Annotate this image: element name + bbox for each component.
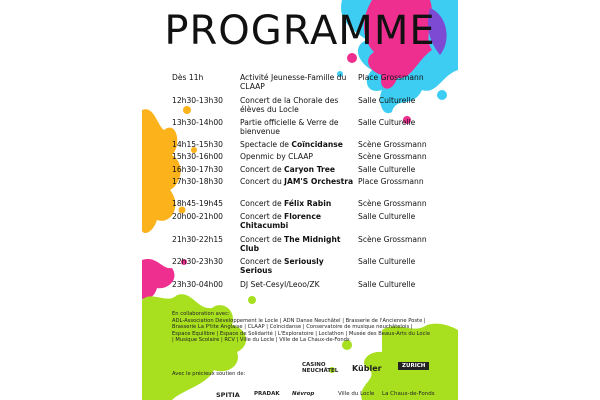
- page-title: PROGRAMME: [164, 8, 436, 54]
- schedule-venue: Salle Culturelle: [358, 96, 416, 105]
- performer-name: The Midnight Club: [240, 235, 341, 253]
- event-text: DJ Set-Cesyl/Leoo/ZK: [240, 280, 320, 289]
- collaboration-section: [172, 311, 432, 344]
- event-text: Concert de: [240, 165, 285, 174]
- schedule-venue: Salle Culturelle: [358, 118, 416, 127]
- logo-ville-du-locle: Ville du Locle: [338, 391, 375, 397]
- logo-spitia: SPITIA: [216, 391, 240, 399]
- schedule-venue: Scène Grossmann: [358, 235, 427, 244]
- schedule-time: 12h30-13h30: [172, 96, 224, 105]
- support-heading: Avec le précieux soutien de:: [172, 371, 246, 377]
- event-text: Openmic by CLAAP: [240, 152, 313, 161]
- schedule-time: 17h30-18h30: [172, 177, 224, 186]
- schedule-venue: Salle Culturelle: [358, 165, 416, 174]
- event-text: Concert de: [240, 212, 285, 221]
- event-text: Spectacle de: [240, 140, 292, 149]
- schedule-event: [240, 235, 358, 253]
- schedule-venue: Salle Culturelle: [358, 212, 416, 221]
- logo-kubler: Kübler: [352, 364, 382, 373]
- event-text: Concert de: [240, 235, 285, 244]
- schedule-event: [240, 199, 358, 208]
- schedule-event: [240, 177, 358, 186]
- event-text: Concert de la Chorale des élèves du Locle: [240, 96, 339, 114]
- logo-casino: CASINO NEUCHÂTEL: [302, 362, 339, 374]
- schedule-time: 14h15-15h30: [172, 140, 224, 149]
- schedule-venue: Place Grossmann: [358, 73, 424, 82]
- schedule-time: Dès 11h: [172, 73, 204, 82]
- schedule-time: 22h30-23h30: [172, 257, 224, 266]
- logo-nevrop: Névrop: [292, 391, 315, 397]
- collab-heading: En collaboration avec:: [172, 311, 230, 317]
- schedule-time: 18h45-19h45: [172, 199, 224, 208]
- schedule-venue: Salle Culturelle: [358, 280, 416, 289]
- logo-zurich: ZURICH: [398, 362, 429, 370]
- schedule-venue: Scène Grossmann: [358, 199, 427, 208]
- performer-name: JAM'S Orchestra: [284, 177, 354, 186]
- schedule-time: 23h30-04h00: [172, 280, 224, 289]
- schedule-time: 15h30-16h00: [172, 152, 224, 161]
- logo-la-chaux-de-fonds: La Chaux-de-Fonds: [382, 391, 435, 397]
- performer-name: Félix Rabin: [284, 199, 332, 208]
- schedule-venue: Scène Grossmann: [358, 140, 427, 149]
- schedule-venue: Place Grossmann: [358, 177, 424, 186]
- schedule-event: [240, 140, 358, 149]
- schedule-venue: Scène Grossmann: [358, 152, 427, 161]
- schedule-event: [240, 257, 358, 275]
- performer-name: Caryon Tree: [284, 165, 336, 174]
- schedule-event: [240, 73, 358, 91]
- schedule-event: [240, 96, 358, 114]
- schedule-event: [240, 165, 358, 174]
- performer-name: Seriously Serious: [240, 257, 324, 275]
- event-text: Concert du: [240, 177, 285, 186]
- event-text: Concert de: [240, 257, 285, 266]
- logo-pradak: PRADAK: [254, 391, 280, 397]
- schedule-time: 13h30-14h00: [172, 118, 224, 127]
- event-text: Partie officielle & Verre de bienvenue: [240, 118, 339, 136]
- schedule-event: [240, 212, 358, 230]
- poster: [142, 0, 458, 400]
- performer-name: Florence Chitacumbi: [240, 212, 321, 230]
- performer-name: Coïncidanse: [291, 140, 343, 149]
- schedule-event: [240, 152, 358, 161]
- schedule-event: [240, 118, 358, 136]
- collab-text: ADL-Association Développement le Locle | ADN Danse Neuchâtel | Brasserie de l'Ancienne Poste | Brasserie La P'tite Anglaise | CLAAP | Coïncidanse | Conservatoire de musique neuchâtelois | Espace Equilibre | Espace de Solidarité | L'Exploratoire | Loclathon | Musée des Beaux-Arts du Locle | Musique Scolaire | RCV | Ville du Locle | Ville de La Chaux-de-Fonds: [172, 317, 431, 344]
- schedule-venue: Salle Culturelle: [358, 257, 416, 266]
- schedule-time: 21h30-22h15: [172, 235, 224, 244]
- schedule-time: 20h00-21h00: [172, 212, 224, 221]
- event-text: Activité Jeunesse-Famille du CLAAP: [240, 73, 347, 91]
- event-text: Concert de: [240, 199, 285, 208]
- schedule-time: 16h30-17h30: [172, 165, 224, 174]
- schedule-event: [240, 280, 358, 289]
